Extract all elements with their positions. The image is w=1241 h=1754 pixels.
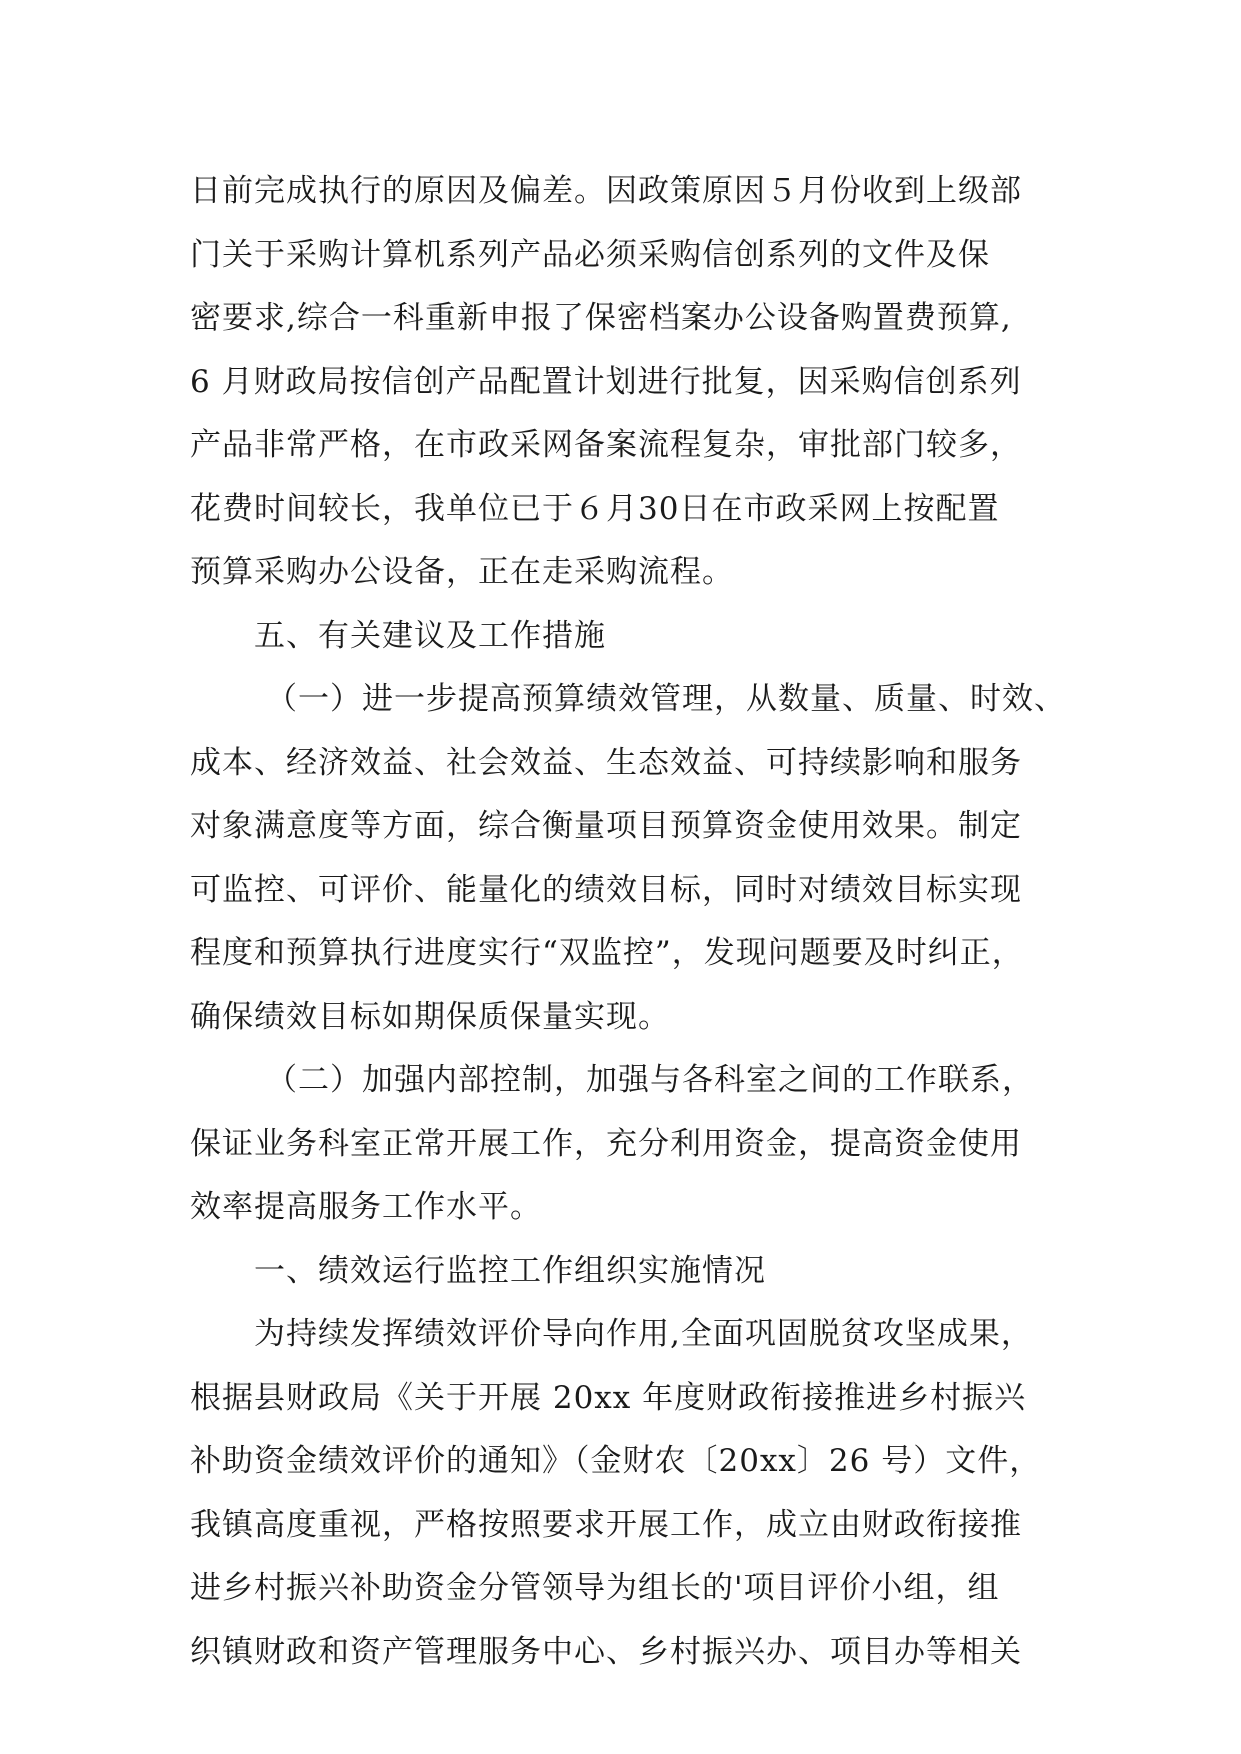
text-line: （一）进一步提高预算绩效管理，从数量、质量、时效、 <box>266 681 1066 717</box>
text-line: 可监控、可评价、能量化的绩效目标，同时对绩效目标实现 <box>190 871 1022 908</box>
text-line: 对象满意度等方面，综合衡量项目预算资金使用效果。制定 <box>190 808 1022 844</box>
text-line: 程度和预算执行进度实行“双监控”，发现问题要及时纠正， <box>190 935 1024 971</box>
text-line: 为持续发挥绩效评价导向作用,全面巩固脱贫攻坚成果， <box>254 1316 1033 1352</box>
text-line: 日前完成执行的原因及偏差。因政策原因５月份收到上级部 <box>190 173 1022 209</box>
text-line: 门关于采购计算机系列产品必须采购信创系列的文件及保 <box>190 236 990 273</box>
text-line: 保证业务科室正常开展工作，充分利用资金，提高资金使用 <box>190 1125 1022 1162</box>
text-line: 6 月财政局按信创产品配置计划进行批复，因采购信创系列 <box>190 363 1022 400</box>
text-line: 根据县财政局《关于开展 20xx 年度财政衔接推进乡村振兴 <box>190 1379 1027 1416</box>
text-line: （二）加强内部控制，加强与各科室之间的工作联系， <box>266 1062 1034 1098</box>
text-line: 我镇高度重视，严格按照要求开展工作，成立由财政衔接推 <box>190 1506 1022 1543</box>
text-line: 密要求,综合一科重新申报了保密档案办公设备购置费预算, <box>190 300 1012 336</box>
text-line: 花费时间较长，我单位已于６月30日在市政采网上按配置 <box>190 490 1000 527</box>
text-line: 成本、经济效益、社会效益、生态效益、可持续影响和服务 <box>190 744 1022 781</box>
text-line: 进乡村振兴补助资金分管领导为组长的'项目评价小组，组 <box>190 1570 1000 1606</box>
text-line: 补助资金绩效评价的通知》（金财农〔20xx〕26 号）文件， <box>190 1443 1042 1479</box>
section-heading: 一、绩效运行监控工作组织实施情况 <box>254 1252 766 1289</box>
text-line: 织镇财政和资产管理服务中心、乡村振兴办、项目办等相关 <box>190 1633 1022 1670</box>
text-line: 预算采购办公设备，正在走采购流程。 <box>190 554 734 590</box>
text-line: 产品非常严格，在市政采网备案流程复杂，审批部门较多， <box>190 427 1022 463</box>
body-text <box>190 160 1090 1684</box>
text-line: 确保绩效目标如期保质保量实现。 <box>190 998 670 1035</box>
text-line: 效率提高服务工作水平。 <box>190 1189 542 1225</box>
section-heading: 五、有关建议及工作措施 <box>254 617 606 654</box>
